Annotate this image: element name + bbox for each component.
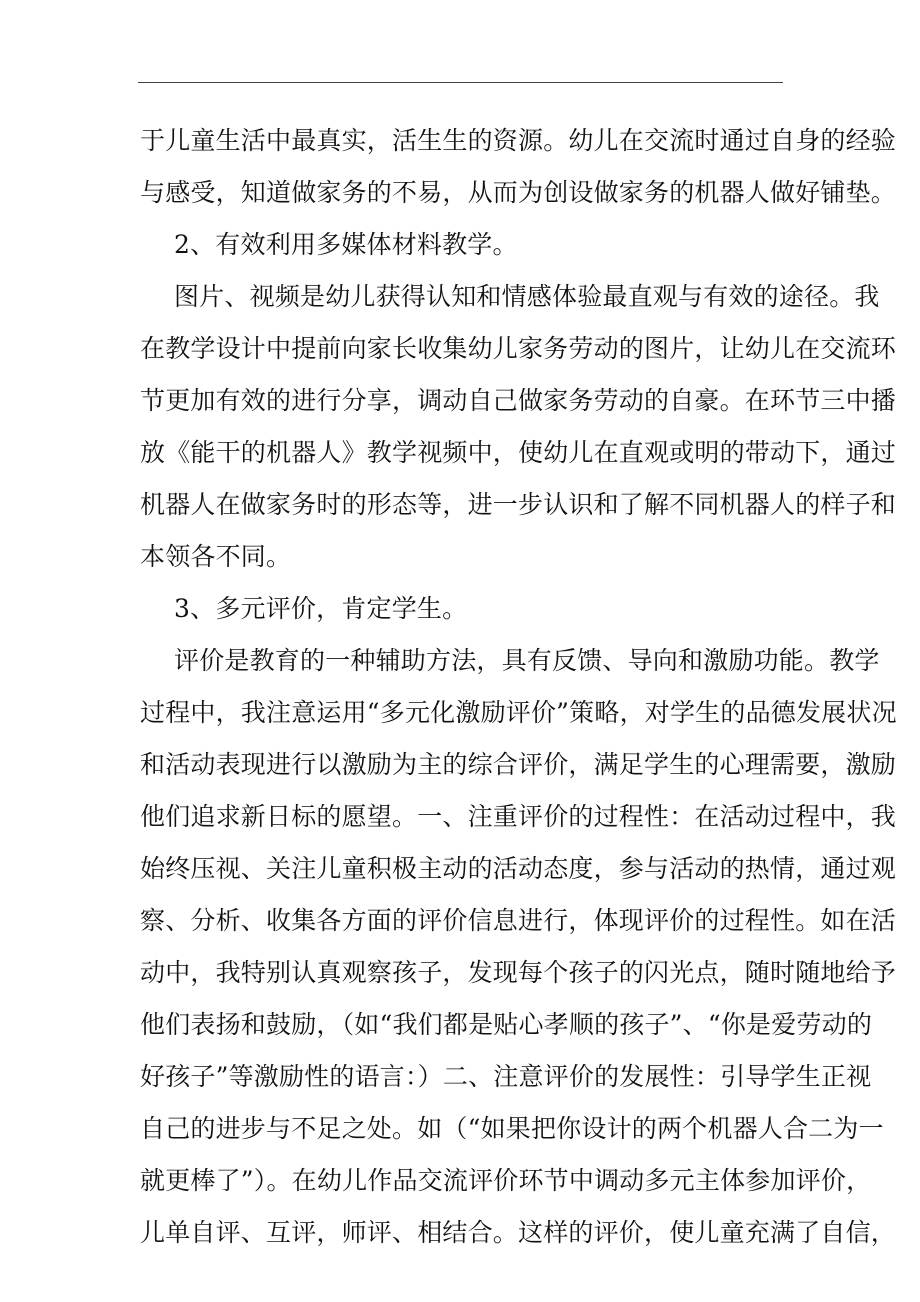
section-heading: 3、多元评价，肯定学生。 (174, 594, 468, 623)
text-line: 放《能干的机器人》教学视频中，使幼儿在直观或明的带动下，通过 (140, 438, 897, 467)
text-line: 他们追求新日标的愿望。一、注重评价的过程性：在活动过程中，我 (140, 802, 897, 831)
text-line: 儿单自评、互评，师评、相结合。这样的评价，使儿童充满了自信， (140, 1218, 897, 1247)
section-heading: 2、有效利用多媒体材料教学。 (174, 230, 518, 259)
text-line: 过程中，我注意运用“多元化激励评价”策略，对学生的品德发展状况 (140, 698, 897, 727)
text-line: 机器人在做家务时的形态等，进一步认识和了解不同机器人的样子和 (140, 490, 897, 519)
document-body (140, 121, 897, 1265)
text-line: 自己的进步与不足之处。如（“如果把你设计的两个机器人合二为一 (140, 1114, 884, 1143)
text-line: 本领各不同。 (140, 542, 292, 571)
text-line: 于儿童生活中最真实，活生生的资源。幼儿在交流时通过自身的经验 (140, 126, 897, 155)
text-line: 和活动表现进行以激励为主的综合评价，满足学生的心理需要，激励 (140, 750, 897, 779)
paragraph-start: 评价是教育的一种辅助方法，具有反馈、导向和激励功能。教学 (174, 646, 880, 675)
text-line: 始终压视、关注儿童积极主动的活动态度，参与活动的热情，通过观 (140, 854, 897, 883)
text-line: 就更棒了”）。在幼儿作品交流评价环节中调动多元主体参加评价， (140, 1166, 872, 1195)
text-line: 在教学设计中提前向家长收集幼儿家务劳动的图片，让幼儿在交流环 (140, 334, 897, 363)
text-line: 好孩子”等激励性的语言：）二、注意评价的发展性：引导学生正视 (140, 1062, 872, 1091)
paragraph-start: 图片、视频是幼儿获得认知和情感体验最直观与有效的途径。我 (174, 282, 880, 311)
text-line: 与感受，知道做家务的不易，从而为创设做家务的机器人做好铺垫。 (140, 178, 897, 207)
text-line: 察、分析、收集各方面的评价信息进行，体现评价的过程性。如在活 (140, 906, 897, 935)
text-line: 他们表扬和鼓励，（如“我们都是贴心孝顺的孩子”、“你是爱劳动的 (140, 1010, 873, 1039)
text-line: 动中，我特别认真观察孩子，发现每个孩子的闪光点，随时随地给予 (140, 958, 897, 987)
text-line: 节更加有效的进行分享，调动自己做家务劳动的自豪。在环节三中播 (140, 386, 897, 415)
header-rule (138, 82, 783, 83)
